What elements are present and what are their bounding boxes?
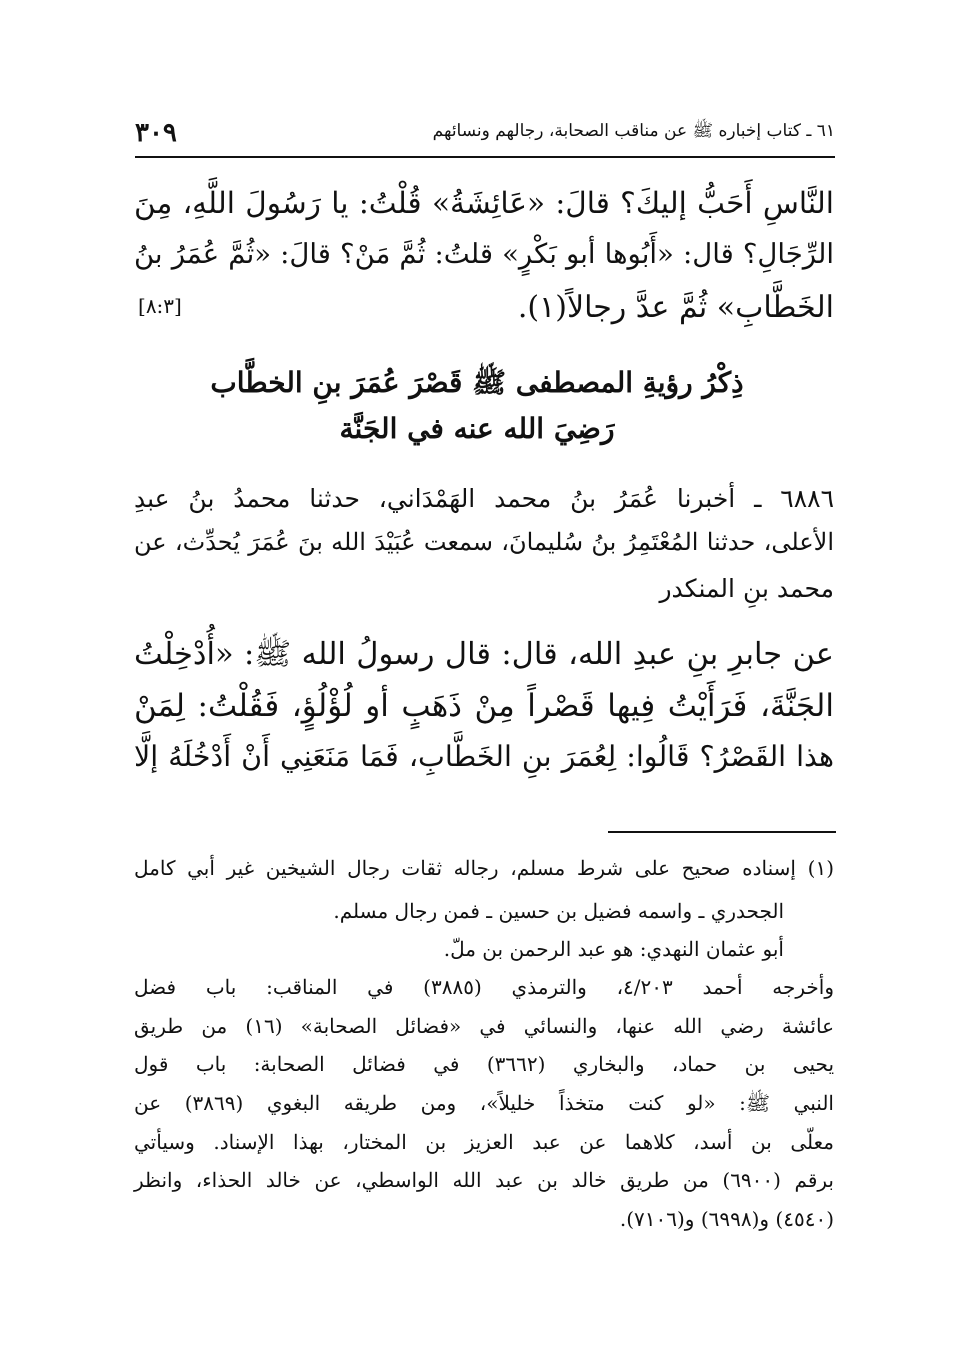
footnote-line: الجحدري ـ واسمه فضيل بن حسين ـ فمن رجال مسلم. [333,899,784,923]
source-reference: [٨:٣] [138,294,182,318]
footnote-line: (١) إسناده صحيح على شرط مسلم، رجاله ثقات رجال الشيخين غير أبي كامل [134,856,834,880]
footnote-line: يحيى بن حماد، والبخاري (٣٦٦٢) في فضائل الصحابة: باب قول [134,1052,835,1076]
footnote-line: (٤٥٤٠) و(٦٩٩٨) و(٧١٠٦). [619,1207,834,1231]
footnote-line: عائشة رضي الله عنها، والنسائي في «فضائل الصحابة» (١٦) من طريق [134,1014,835,1038]
running-title: ٦١ ـ كتاب إخباره ﷺ عن مناقب الصحابة، رجالهم ونسائهم [432,121,835,141]
intro-line: النَّاسِ أَحَبُّ إليكَ؟ قالَ: «عَائِشَةُ» قُلْتُ: يا رَسُولَ اللَّهِ، مِنَ [134,186,834,220]
isnad-line: الأعلى، حدثنا المُعْتَمِرُ بنُ سُليمانَ، سمعت عُبَيْدَ الله بنَ عُمَرَ يُحدِّث، عن [134,528,834,556]
footnote-rule [608,831,836,833]
header-rule [135,156,835,158]
intro-line: الخَطَّابِ» ثُمَّ عدَّ رجالاً(١). [517,290,834,325]
footnote-line: برقم (٦٩٠٠) من طريق خالد بن عبد الله الواسطي، عن خالد الحذاء، وانظر [134,1168,834,1192]
page-number: ٣٠٩ [135,118,177,148]
footnote-line: النبي ﷺ: «لو كنت متخذاً خليلاً»، ومن طريقه البغوي (٣٨٦٩) عن [134,1091,834,1115]
matn-line: عن جابرِ بنِ عبدِ الله، قال: قال رسولُ الله ﷺ: «أُدْخِلْتُ [134,637,834,672]
matn-line: الجَنَّةَ، فَرَأَيْتُ فِيها قَصْراً مِنْ ذَهَبٍ أو لُؤْلُؤٍ، فَقُلْتُ: لِمَنْ [134,688,834,724]
footnote-line: معلّى بن أسد، كلاهما عن عبد العزيز بن المختار، بهذا الإسناد. وسيأتي [134,1130,834,1154]
footnote-line: أبو عثمان النهدي: هو عبد الرحمن بن ملّ. [443,937,784,961]
intro-line: الرِّجَالِ؟ قال: «أَبُوها أبو بَكْرٍ» قلتُ: ثُمَّ مَنْ؟ قالَ: «ثُمَّ عُمَرُ بنُ [134,238,834,270]
page-header [135,118,835,154]
footnote-line: وأخرجه أحمد ٤/٢٠٣، والترمذي (٣٨٨٥) في المناقب: باب فضل [134,975,834,999]
isnad-line: ٦٨٨٦ ـ أخبرنا عُمَرُ بنُ محمد الهَمْدَاني، حدثنا محمدُ بنُ عبدِ [134,484,834,513]
section-heading: ذِكْرُ رؤيةِ المصطفى ﷺ قَصْرَ عُمَرَ بنِ الخطَّاب [210,366,744,399]
section-heading-continued: رَضِيَ الله عنه في الجَنَّة [339,412,615,445]
isnad-line: محمد بنِ المنكدر [659,574,834,603]
matn-line: هذا القَصْرُ؟ قَالُوا: لِعُمَرَ بنِ الخَطَّابِ، فَمَا مَنَعَنِي أَنْ أَدْخُلَهُ إلَّا [134,740,834,773]
